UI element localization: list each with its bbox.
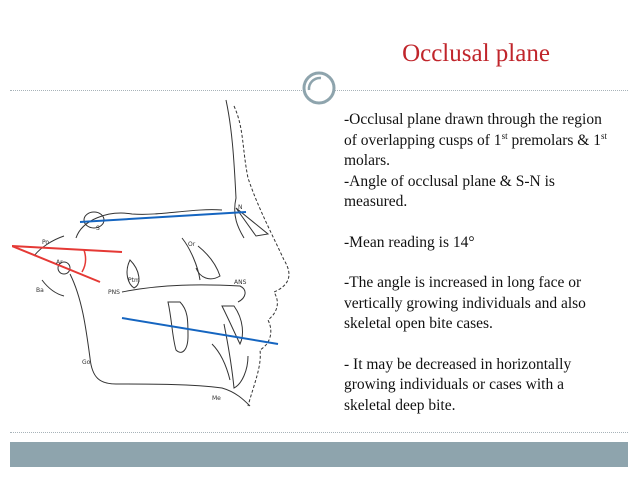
label-po: Po [42, 239, 50, 246]
bullet-text [344, 110, 614, 172]
text-run: premolars & 1 [507, 131, 601, 149]
bullet-text [344, 172, 614, 213]
text-run: -Mean reading is 14° [344, 233, 475, 251]
angle-line-upper [12, 246, 122, 252]
label-ar: Ar [56, 259, 63, 266]
label-go: Go [82, 359, 91, 366]
label-me: Me [212, 395, 221, 402]
label-ba: Ba [36, 287, 44, 294]
cephalometric-tracing [12, 88, 337, 432]
label-s: S [96, 225, 100, 232]
label-n: N [238, 204, 243, 211]
label-or: Or [188, 241, 196, 248]
occlusal-plane-line [122, 318, 278, 344]
text-run: - It may be decreased in horizontally growing individuals or cases with a skeletal deep bite. [344, 355, 572, 414]
bullet-text [344, 233, 614, 254]
footer-bar [10, 442, 628, 467]
text-run: -The angle is increased in long face or vertically growing individuals and also skeletal open bite cases. [344, 274, 586, 332]
slide-title: Occlusal plane [402, 40, 550, 67]
label-ptm: Ptm [128, 277, 140, 284]
superscript: st [601, 130, 608, 141]
text-run: molars. [344, 152, 391, 169]
label-ans: ANS [234, 279, 247, 286]
angle-arc [82, 250, 86, 272]
slide-body [344, 110, 614, 416]
bullet-text [344, 355, 614, 417]
bottom-divider [10, 432, 628, 433]
bullet-text [344, 273, 614, 335]
superscript: st [501, 130, 508, 141]
text-run: -Angle of occlusal plane & S-N is measured. [344, 172, 555, 210]
text-run: -Occlusal plane drawn through the region of overlapping cusps of 1 [344, 111, 602, 149]
label-pns: PNS [108, 289, 120, 296]
